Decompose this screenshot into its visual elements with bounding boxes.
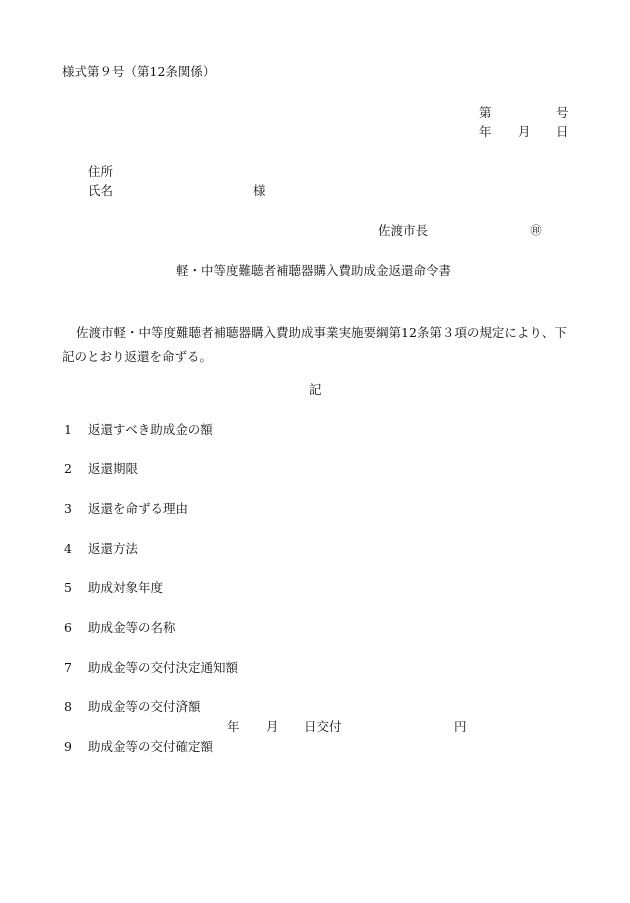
item-number: 4 [64, 541, 72, 556]
item-4 [64, 541, 138, 557]
item-number: 8 [64, 699, 72, 714]
item-label: 助成金等の交付決定通知額 [88, 660, 239, 675]
item-7 [64, 660, 238, 676]
item-number: 1 [64, 422, 72, 437]
item-8 [64, 699, 201, 715]
item8-yen: 円 [454, 719, 467, 734]
body-paragraph: 佐渡市軽・中等度難聴者補聴器購入費助成事業実施要綱第12条第３項の規定により、下記のとおり返還を命ずる。 [62, 325, 567, 364]
item-label: 返還を命ずる理由 [88, 501, 189, 516]
item-1 [64, 422, 213, 438]
item-2 [64, 461, 138, 477]
doc-number-dai: 第 [479, 105, 492, 120]
item-label: 返還期限 [88, 461, 139, 476]
item-5 [64, 580, 163, 596]
form-number: 様式第９号（第12条関係） [62, 64, 216, 79]
item-6 [64, 620, 176, 636]
item-number: 2 [64, 461, 72, 476]
item-number: 9 [64, 739, 72, 754]
date-year: 年 [479, 124, 492, 139]
item-label: 助成金等の交付済額 [88, 699, 201, 714]
item8-month: 月 [266, 719, 279, 734]
seal-mark: ㊞ [530, 224, 542, 237]
item-label: 助成対象年度 [88, 580, 164, 595]
date-day: 日 [556, 124, 569, 139]
issuer-title: 佐渡市長 [378, 223, 429, 238]
document-title: 軽・中等度難聴者補聴器購入費助成金返還命令書 [176, 263, 452, 278]
ki-heading: 記 [309, 382, 322, 397]
doc-number-go: 号 [556, 105, 569, 120]
item-label: 返還すべき助成金の額 [88, 422, 213, 437]
item-label: 助成金等の名称 [88, 620, 176, 635]
item-number: 6 [64, 620, 72, 635]
item8-year: 年 [227, 719, 240, 734]
date-month: 月 [518, 124, 531, 139]
item-number: 5 [64, 580, 72, 595]
address-label: 住所 [88, 164, 114, 179]
item-9 [64, 739, 213, 755]
item-number: 3 [64, 501, 72, 516]
item-label: 返還方法 [88, 541, 139, 556]
item-number: 7 [64, 660, 72, 675]
item8-day-issued: 日交付 [304, 719, 342, 734]
item-label: 助成金等の交付確定額 [88, 739, 214, 754]
item-3 [64, 501, 188, 517]
honorific: 様 [253, 183, 266, 198]
name-label: 氏名 [88, 183, 114, 198]
